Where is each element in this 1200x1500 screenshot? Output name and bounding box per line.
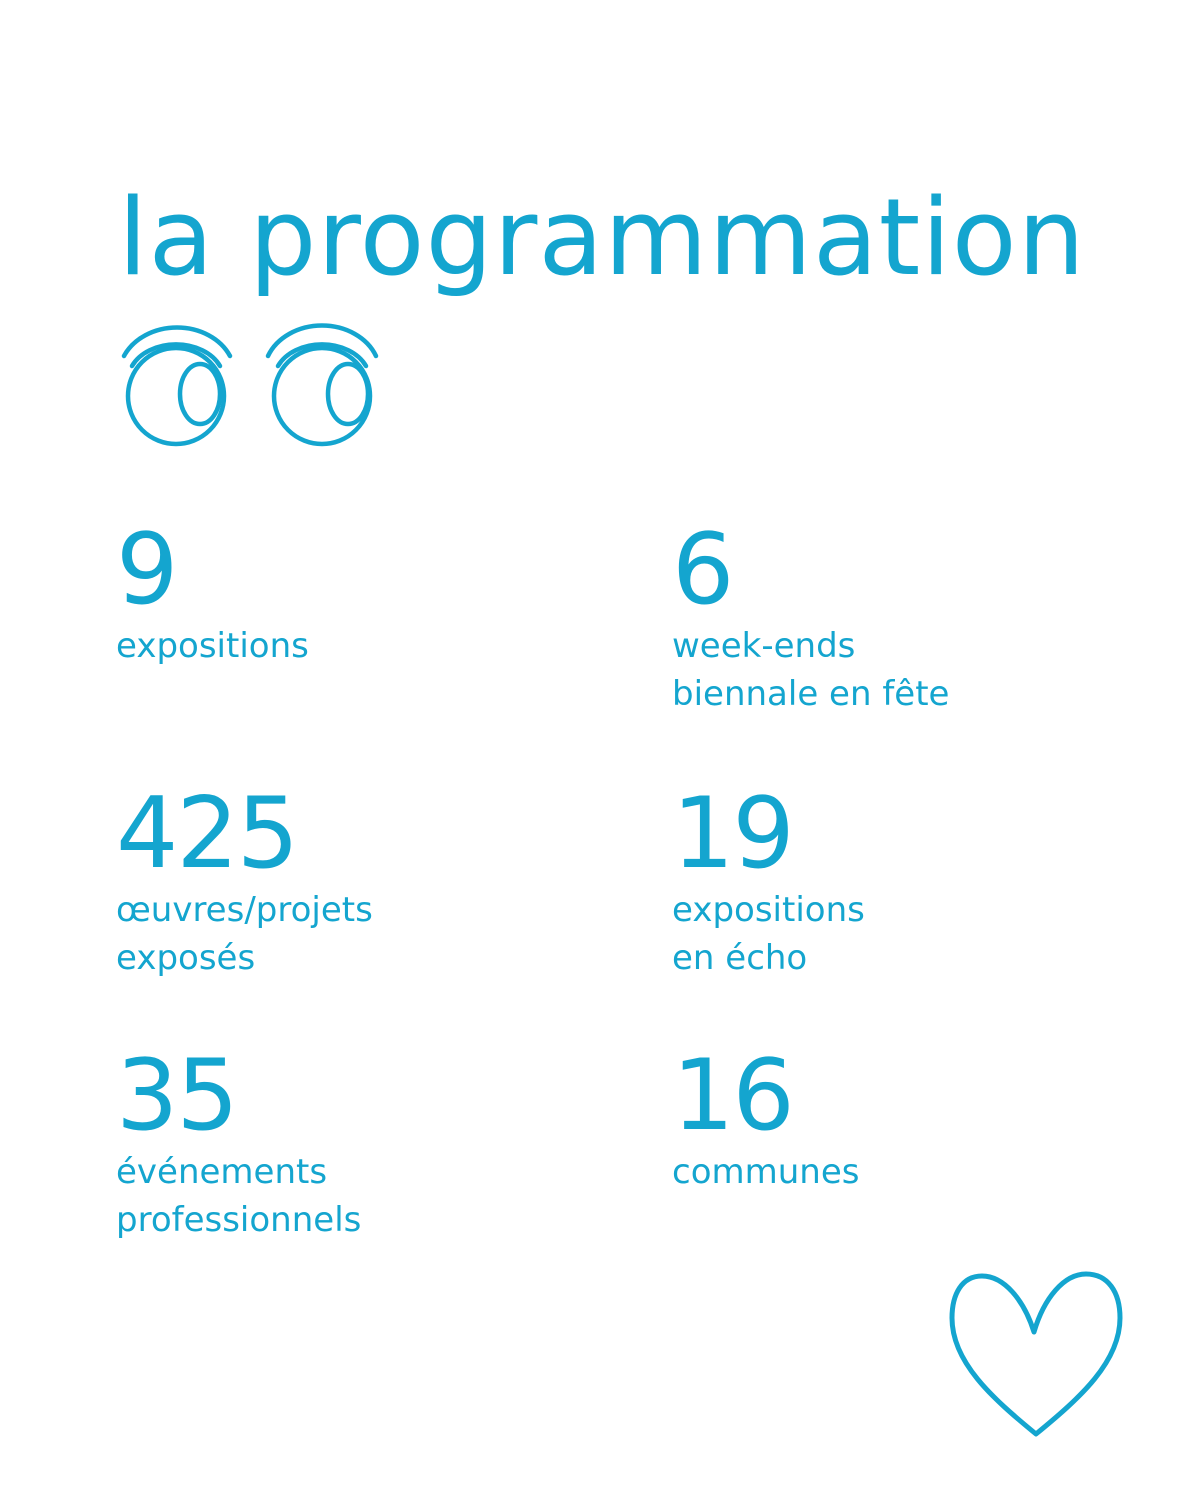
stat-number: 35 (116, 1039, 237, 1153)
stat-label (672, 1148, 859, 1196)
stat-label (116, 622, 309, 670)
stat-label-line: biennale en fête (672, 674, 950, 714)
stat-week-ends (672, 513, 950, 718)
stat-label-line: expositions (672, 890, 865, 930)
eyes-icon (118, 314, 388, 448)
stat-label-line: professionnels (116, 1200, 362, 1240)
stat-label-line: événements (116, 1152, 328, 1192)
stat-label-line: en écho (672, 938, 808, 978)
stat-label-line: week-ends (672, 626, 856, 666)
stat-oeuvres (116, 777, 373, 982)
stat-label-line: œuvres/projets (116, 890, 373, 930)
stat-expositions (116, 513, 309, 670)
stat-label-line: communes (672, 1152, 860, 1192)
stat-number: 16 (672, 1039, 793, 1153)
stat-evenements (116, 1039, 362, 1244)
stat-expositions-echo (672, 777, 865, 982)
stat-number: 6 (672, 513, 733, 627)
stat-label (116, 886, 373, 982)
stat-label-line: expositions (116, 626, 309, 666)
stat-communes (672, 1039, 860, 1196)
stat-label (672, 622, 949, 718)
stat-number: 19 (672, 777, 793, 891)
stat-label-line: exposés (116, 938, 256, 978)
stat-number: 9 (116, 513, 177, 627)
heart-icon (948, 1270, 1124, 1440)
stat-label (116, 1148, 361, 1244)
stat-number: 425 (116, 777, 298, 891)
stat-label (672, 886, 865, 982)
page-title: la programmation (118, 176, 1086, 299)
